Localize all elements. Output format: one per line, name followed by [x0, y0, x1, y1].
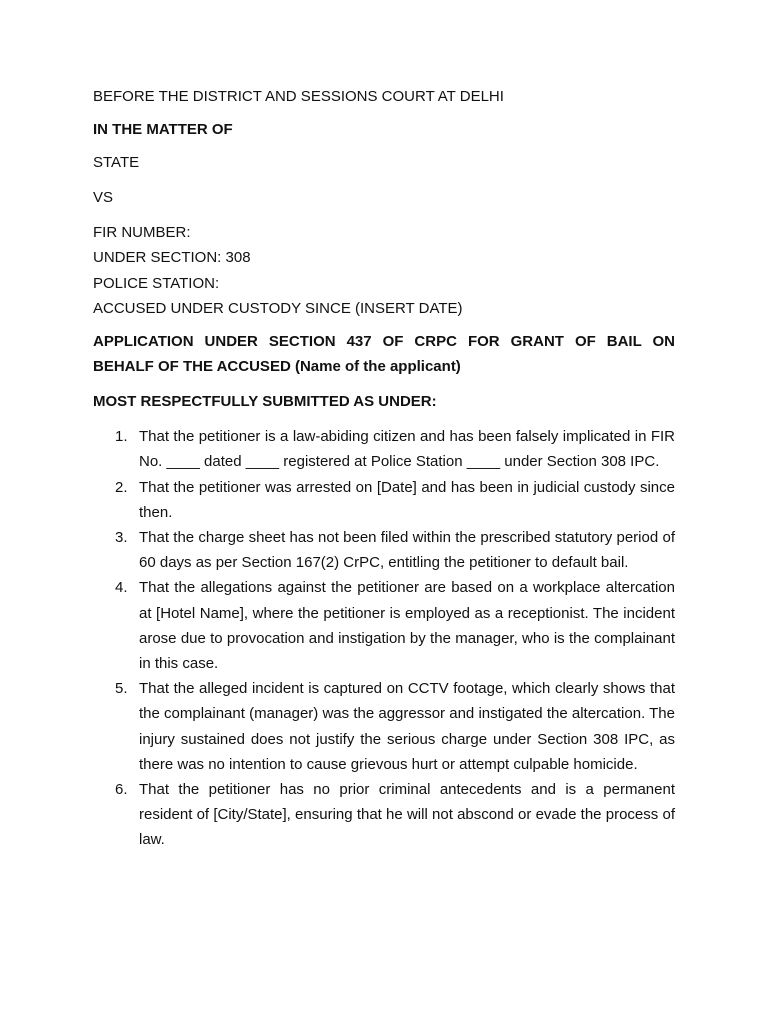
list-item	[93, 475, 675, 525]
court-heading: BEFORE THE DISTRICT AND SESSIONS COURT AT DELHI	[93, 88, 504, 105]
party-state: STATE	[93, 154, 140, 171]
case-details	[93, 220, 675, 321]
list-item	[93, 525, 675, 575]
application-title	[93, 329, 675, 379]
custody-since: ACCUSED UNDER CUSTODY SINCE (INSERT DATE)	[93, 299, 463, 317]
list-item-text: That the petitioner has no prior criminal antecedents and is a permanent resident of [City/State], ensuring that he will not abscond or evade the process of law.	[139, 781, 675, 849]
list-item-text: That the petitioner is a law-abiding citizen and has been falsely implicated in FIR No. ____ dated ____ registered at Police Station ____ under Section 308 IPC.	[139, 428, 675, 471]
versus-label: VS	[93, 189, 114, 206]
application-title-line1: APPLICATION UNDER SECTION 437 OF CRPC FOR GRANT OF BAIL ON	[93, 333, 675, 351]
list-item-text: That the allegations against the petitioner are based on a workplace altercation at [Hotel Name], where the petitioner is employed as a receptionist. The incident arose due to provocation and instigation by the manager, who is the complainant in this case.	[139, 579, 675, 673]
in-the-matter-heading: IN THE MATTER OF	[93, 121, 233, 138]
list-item-number: 5.	[115, 680, 128, 698]
list-item	[93, 777, 675, 853]
list-item-number: 2.	[115, 478, 128, 496]
applicant-name-placeholder: (Name of the applicant)	[294, 358, 461, 376]
list-item	[93, 575, 675, 676]
application-title-line2: BEHALF OF THE ACCUSED	[93, 358, 291, 376]
police-station: POLICE STATION:	[93, 274, 220, 292]
submitted-heading: MOST RESPECTFULLY SUBMITTED AS UNDER:	[93, 393, 437, 411]
list-item	[93, 676, 675, 777]
list-item-number: 1.	[115, 428, 128, 446]
list-item-number: 3.	[115, 529, 128, 546]
list-item	[93, 424, 675, 474]
list-item-number: 4.	[115, 579, 128, 597]
list-item-text: That the petitioner was arrested on [Date] and has been in judicial custody since then.	[139, 478, 675, 521]
list-item-number: 6.	[115, 781, 128, 799]
points-list	[93, 424, 675, 852]
fir-number: FIR NUMBER:	[93, 224, 191, 241]
list-item-text: That the alleged incident is captured on CCTV footage, which clearly shows that the complainant (manager) was the aggressor and instigated the altercation. The injury sustained does not justify the serious charge under Section 308 IPC, as there was no intention to cause grievous hurt or attempt culpable homicide.	[139, 680, 675, 773]
list-item-text: That the charge sheet has not been filed within the prescribed statutory period of 60 days as per Section 167(2) CrPC, entitling the petitioner to default bail.	[139, 529, 675, 572]
document-page	[93, 84, 675, 853]
under-section: UNDER SECTION: 308	[93, 249, 251, 267]
